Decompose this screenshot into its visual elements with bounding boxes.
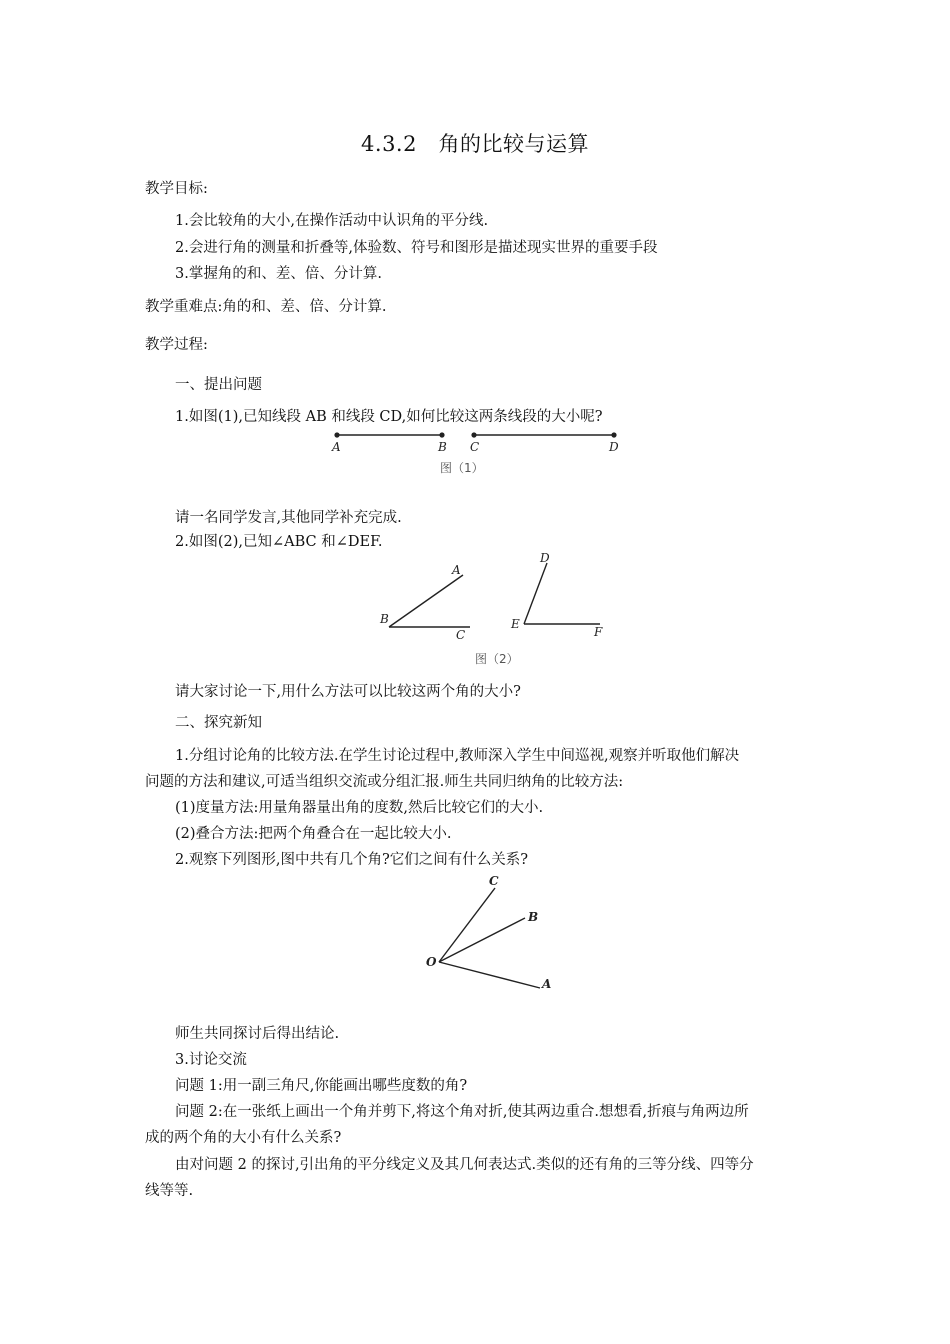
figure-1-caption: 图（1） xyxy=(440,461,484,475)
objective-3: 3.掌握角的和、差、倍、分计算. xyxy=(175,266,382,282)
label-o3: O xyxy=(426,955,437,969)
label-b3: B xyxy=(528,910,539,924)
question-1: 1.如图(1),已知线段 AB 和线段 CD,如何比较这两条线段的大小呢? xyxy=(175,409,603,425)
label-f2: F xyxy=(594,625,603,639)
process-heading: 教学过程: xyxy=(145,337,208,353)
label-b: B xyxy=(438,440,447,454)
key-points: 教学重难点:角的和、差、倍、分计算. xyxy=(145,299,387,315)
ray-ed xyxy=(524,563,547,624)
point-b xyxy=(439,432,444,437)
ray-ob xyxy=(439,918,525,962)
final-line-2: 线等等. xyxy=(145,1183,194,1199)
method-2: (2)叠合方法:把两个角叠合在一起比较大小. xyxy=(175,826,452,842)
ray-oa xyxy=(439,962,540,988)
paragraph-1-line-1: 1.分组讨论角的比较方法.在学生讨论过程中,教师深入学生中间巡视,观察并听取他们解决 xyxy=(175,748,740,764)
point-c xyxy=(471,432,476,437)
paragraph-1-line-2: 问题的方法和建议,可适当组织交流或分组汇报.师生共同归纳角的比较方法: xyxy=(145,774,624,790)
ray-ba xyxy=(389,575,463,627)
conclusion: 师生共同探讨后得出结论. xyxy=(175,1026,340,1042)
label-b2: B xyxy=(380,612,389,626)
ray-oc xyxy=(439,888,495,962)
note-2: 请大家讨论一下,用什么方法可以比较这两个角的大小? xyxy=(175,684,521,700)
section-1-heading: 一、提出问题 xyxy=(175,377,262,393)
label-e2: E xyxy=(511,617,520,631)
figure-2-caption: 图（2） xyxy=(475,652,519,666)
problem-2-line-2: 成的两个角的大小有什么关系? xyxy=(145,1130,342,1146)
point-a xyxy=(334,432,339,437)
question-2: 2.如图(2),已知∠ABC 和∠DEF. xyxy=(175,534,383,550)
problem-1: 问题 1:用一副三角尺,你能画出哪些度数的角? xyxy=(175,1078,468,1094)
objectives-heading: 教学目标: xyxy=(145,181,208,197)
label-d2: D xyxy=(540,551,550,565)
label-a2: A xyxy=(452,563,461,577)
objective-1: 1.会比较角的大小,在操作活动中认识角的平分线. xyxy=(175,213,489,229)
note-1: 请一名同学发言,其他同学补充完成. xyxy=(175,510,402,526)
final-line-1: 由对问题 2 的探讨,引出角的平分线定义及其几何表达式.类似的还有角的三等分线、四等分 xyxy=(175,1157,754,1173)
label-d: D xyxy=(609,440,619,454)
method-1: (1)度量方法:用量角器量出角的度数,然后比较它们的大小. xyxy=(175,800,544,816)
problem-2-line-1: 问题 2:在一张纸上画出一个角并剪下,将这个角对折,使其两边重合.想想看,折痕与角两边所 xyxy=(175,1104,749,1120)
item-3: 3.讨论交流 xyxy=(175,1052,247,1068)
label-c3: C xyxy=(489,874,499,888)
point-d xyxy=(611,432,616,437)
page-title: 4.3.2 角的比较与运算 xyxy=(361,132,589,156)
label-c2: C xyxy=(456,628,466,642)
label-a: A xyxy=(332,440,341,454)
question-3: 2.观察下列图形,图中共有几个角?它们之间有什么关系? xyxy=(175,852,528,868)
section-2-heading: 二、探究新知 xyxy=(175,715,262,731)
objective-2: 2.会进行角的测量和折叠等,体验数、符号和图形是描述现实世界的重要手段 xyxy=(175,240,658,256)
label-a3: A xyxy=(542,977,552,991)
label-c: C xyxy=(470,440,480,454)
